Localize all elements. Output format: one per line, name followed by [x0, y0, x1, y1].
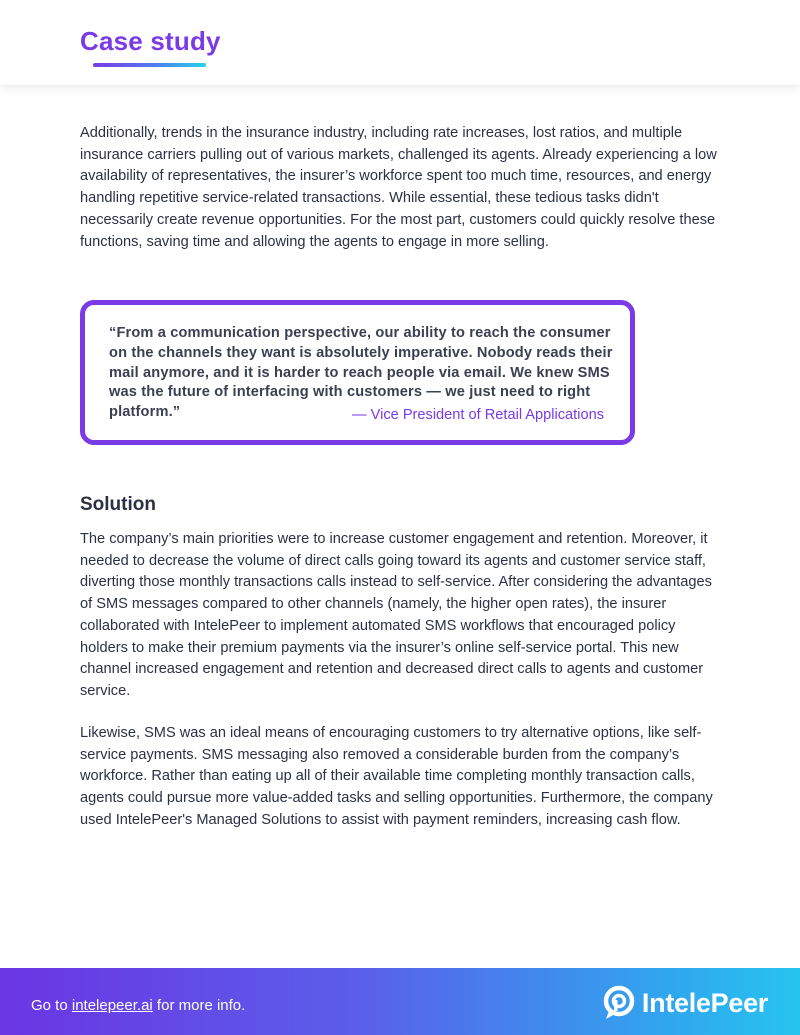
- quote-attribution: — Vice President of Retail Applications: [351, 407, 604, 423]
- footer-prefix: Go to: [31, 997, 72, 1014]
- quote-box: [80, 300, 635, 445]
- page-footer: [0, 968, 800, 1035]
- title-underline: [93, 63, 206, 67]
- page-title: Case study: [80, 26, 221, 56]
- footer-suffix: for more info.: [152, 997, 246, 1014]
- logo-text: IntelePeer: [641, 987, 768, 1018]
- solution-heading: Solution: [80, 494, 156, 515]
- page-header: [0, 0, 800, 86]
- intelepeer-logo-icon: [601, 985, 637, 1021]
- website-link[interactable]: intelepeer.ai: [71, 997, 153, 1014]
- intelepeer-logo: [601, 987, 768, 1019]
- intro-paragraph: Additionally, trends in the insurance industry, including rate increases, lost ratios, and multiple insurance carriers pulling out of various markets, challenged its agents. Already experiencing a low availability of representatives, the insurer’s workforce spent too much time, resources, and energy handling repetitive service-related transactions. While essential, these tedious tasks didn't necessarily create revenue opportunities. For the most part, customers could quickly resolve these functions, saving time and allowing the agents to engage in more selling.: [80, 125, 717, 250]
- footer-info: [31, 997, 245, 1014]
- solution-paragraph-1: The company’s main priorities were to increase customer engagement and retention. Moreover, it needed to decrease the volume of direct calls going toward its agents and customer service staff, diverting those monthly transactions calls instead to self-service. After considering the advantages of SMS messages compared to other channels (namely, the higher open rates), the insurer collaborated with IntelePeer to implement automated SMS workflows that encouraged policy holders to make their premium payments via the insurer’s online self-service portal. This new channel increased engagement and retention and decreased direct calls to agents and customer service.: [80, 531, 712, 699]
- solution-paragraph-2: Likewise, SMS was an ideal means of encouraging customers to try alternative options, like self-service payments. SMS messaging also removed a considerable burden from the company’s workforce. Rather than eating up all of their available time completing monthly transaction calls, agents could pursue more value-added tasks and selling opportunities. Furthermore, the company used IntelePeer's Managed Solutions to assist with payment reminders, increasing cash flow.: [80, 725, 713, 828]
- quote-text: “From a communication perspective, our ability to reach the consumer on the channels they want is absolutely imperative. Nobody reads their mail anymore, and it is harder to reach people via email. We knew SMS was the future of interfacing with customers — we just need to right platform.”: [109, 325, 613, 421]
